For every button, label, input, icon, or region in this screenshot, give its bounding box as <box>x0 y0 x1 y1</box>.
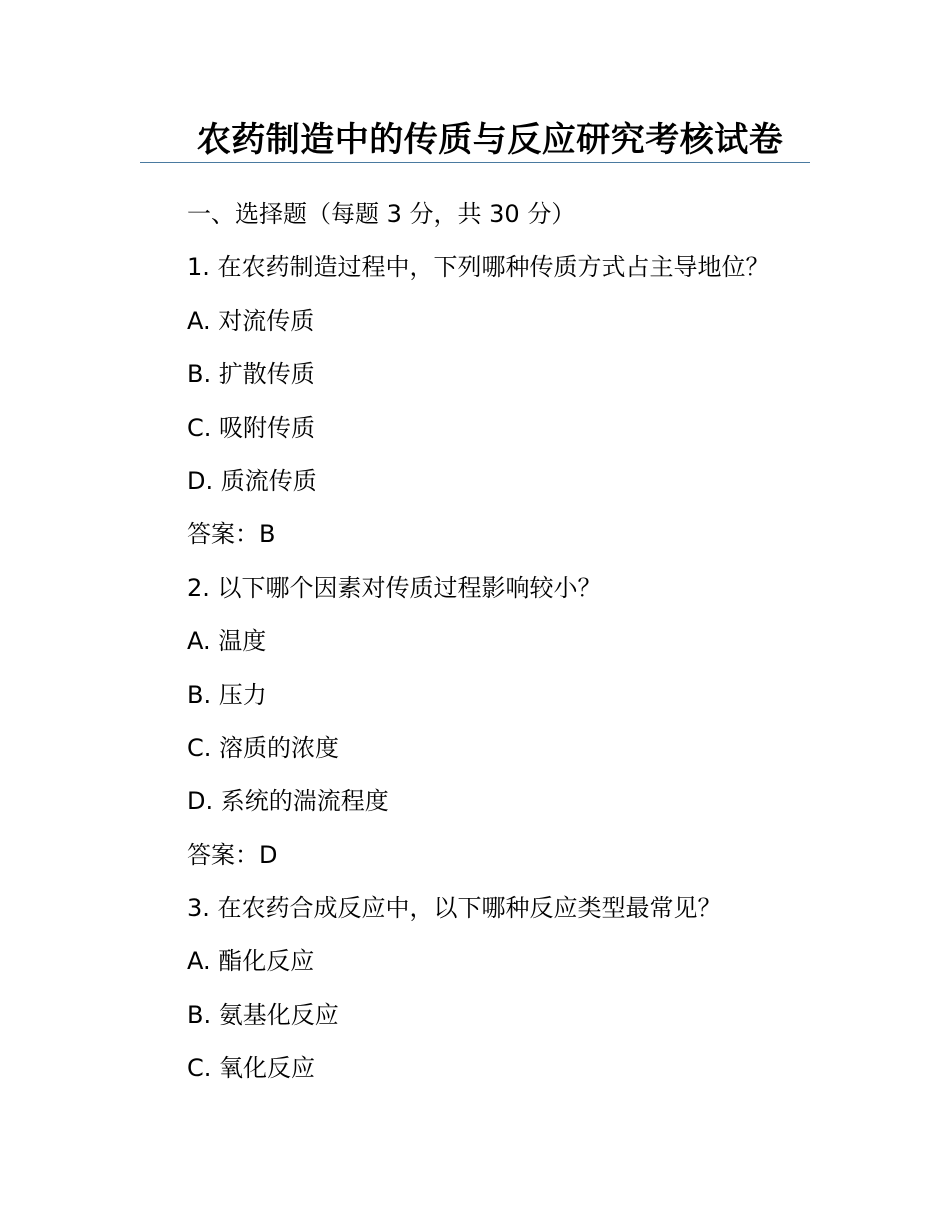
q1-option-d: D. 质流传质 <box>187 466 317 495</box>
q2-answer: 答案：D <box>187 840 278 869</box>
title-underline <box>140 162 810 163</box>
q2-option-a: A. 温度 <box>187 627 267 656</box>
q3-option-b: B. 氨基化反应 <box>187 1000 339 1029</box>
document-body <box>187 193 827 1101</box>
question-2: 2. 以下哪个因素对传质过程影响较小？ <box>187 573 602 602</box>
q3-option-c: C. 氧化反应 <box>187 1054 316 1083</box>
q1-answer: 答案：B <box>187 520 276 549</box>
document-title: 农药制造中的传质与反应研究考核试卷 <box>196 120 784 160</box>
q1-option-c: C. 吸附传质 <box>187 413 316 442</box>
q1-option-a: A. 对流传质 <box>187 306 315 335</box>
q2-option-d: D. 系统的湍流程度 <box>187 787 389 816</box>
section-heading: 一、选择题（每题 3 分，共 30 分） <box>187 200 576 228</box>
question-3: 3. 在农药合成反应中，以下哪种反应类型最常见？ <box>187 894 722 923</box>
q2-option-b: B. 压力 <box>187 680 267 709</box>
q3-option-a: A. 酯化反应 <box>187 947 315 976</box>
q2-option-c: C. 溶质的浓度 <box>187 733 340 762</box>
q1-option-b: B. 扩散传质 <box>187 360 315 389</box>
question-1: 1. 在农药制造过程中，下列哪种传质方式占主导地位？ <box>187 253 770 282</box>
